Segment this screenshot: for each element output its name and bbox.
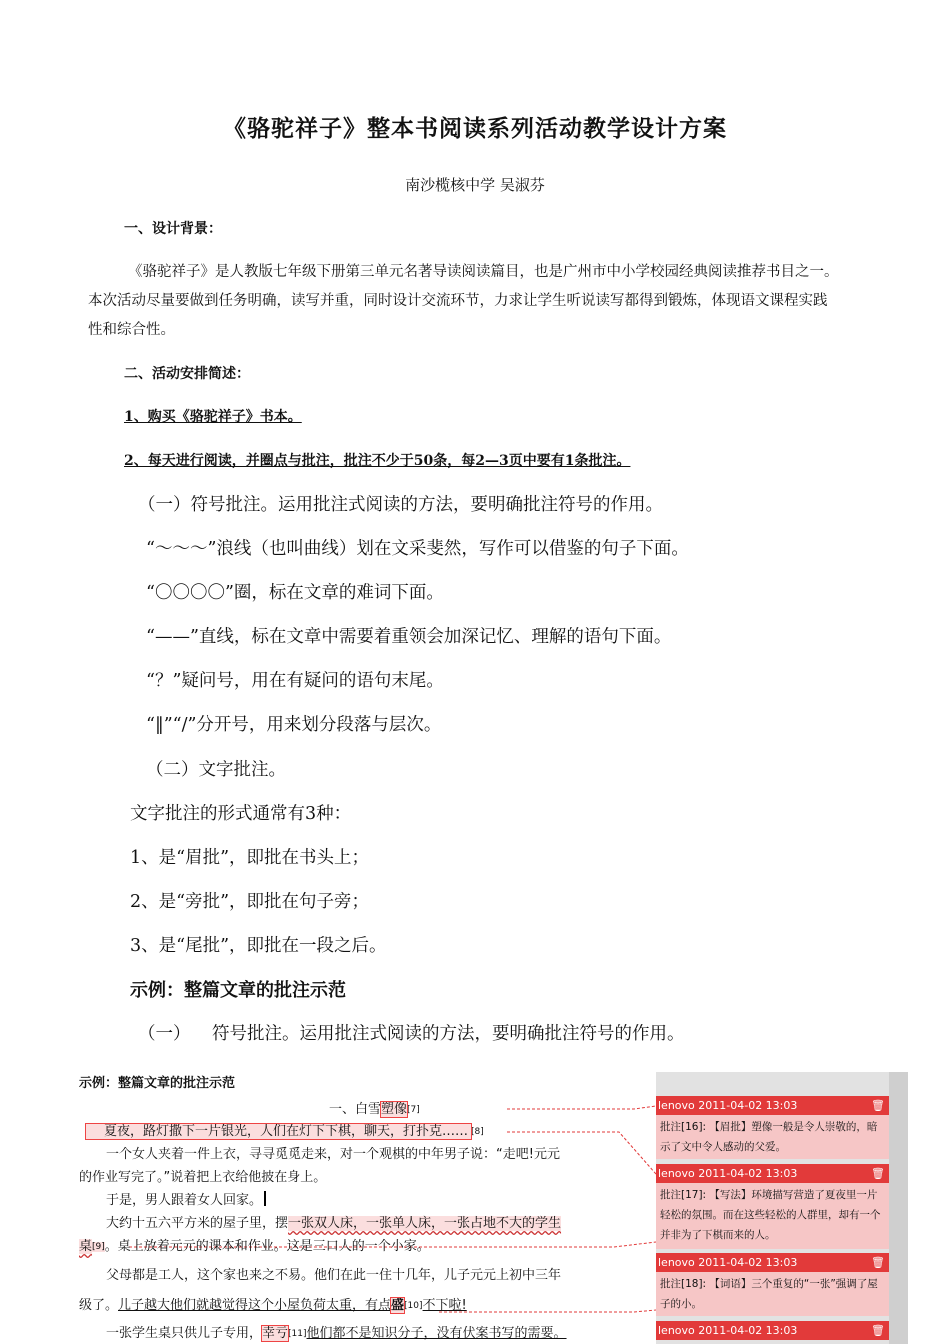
ref-7: [7] xyxy=(407,1105,420,1115)
comment-4-author: lenovo 2011-04-02 13:03 xyxy=(658,1324,798,1337)
background-text: 《骆驼祥子》是人教版七年级下册第三单元名著导读阅读篇目，也是广州市中小学校园经典阅读推荐书目之一。本次活动尽量要做到任务明确，读写并重，同时设计交流环节，力求让学生听说读写都得到锻炼，体现语文课程实践性和综合性。 xyxy=(88,264,839,338)
ref-10: [10] xyxy=(404,1301,423,1311)
comment-1-body[interactable]: 批注[16]: 【眉批】塑像一般是令人崇敬的，暗示了文中令人感动的父爱。 xyxy=(656,1115,889,1159)
story-title xyxy=(329,1098,420,1117)
section-heading-activities: 二、活动安排简述： xyxy=(124,366,250,382)
comment-1-author: lenovo 2011-04-02 13:03 xyxy=(658,1099,798,1112)
symbol-line-wavy: “～～～”浪线（也叫曲线）划在文采斐然，写作可以借鉴的句子下面。 xyxy=(146,539,689,559)
example-repeat-text: 符号批注。运用批注式阅读的方法，要明确批注符号的作用。 xyxy=(212,1024,685,1044)
story-line-1 xyxy=(86,1120,484,1139)
story-line-5b: 一张双人床，一张单人床，一张占地不大的学生 xyxy=(288,1216,562,1231)
symbol-line-question: “？”疑问号，用在有疑问的语句末尾。 xyxy=(146,671,444,691)
background-paragraph xyxy=(88,258,840,345)
text-annotation-item-2: 2、是“旁批”，即批在句子旁； xyxy=(130,892,370,912)
comment-3-header[interactable] xyxy=(656,1253,889,1272)
story-line-5a: 大约十五六平方米的屋子里，摆 xyxy=(106,1216,289,1231)
author-line: 南沙榄核中学 吴淑芬 xyxy=(405,176,545,194)
story-line-4-text: 于是，男人跟着女人回家。 xyxy=(106,1193,263,1208)
story-line-8b: 儿子越大他们就越觉得这个小屋负荷太重，有点 xyxy=(118,1298,392,1313)
trash-icon[interactable]: 🗑 xyxy=(871,1324,885,1337)
activity-item-2: 2、每天进行阅读，并圈点与批注，批注不少于50条，每2—3页中要有1条批注。 xyxy=(124,453,631,469)
example-heading: 示例：整篇文章的批注示范 xyxy=(130,980,346,1001)
ref-11: [11] xyxy=(288,1329,307,1339)
story-line-8d: 不下啦! xyxy=(422,1298,467,1313)
comment-3-author: lenovo 2011-04-02 13:03 xyxy=(658,1256,798,1269)
comment-2-author: lenovo 2011-04-02 13:03 xyxy=(658,1167,798,1180)
comment-1-header[interactable] xyxy=(656,1096,889,1115)
trash-icon[interactable]: 🗑 xyxy=(871,1256,885,1269)
symbol-line-circle: “〇〇〇〇”圈，标在文章的难词下面。 xyxy=(146,583,444,603)
story-line-9c: 他们都不是知识分子，没有伏案书写的需要。 xyxy=(306,1326,567,1341)
text-cursor xyxy=(264,1191,266,1206)
ref-8: [8] xyxy=(471,1127,484,1137)
story-line-6a: 桌 xyxy=(79,1239,93,1254)
comment-2-header[interactable] xyxy=(656,1164,889,1183)
story-title-b: 塑像 xyxy=(381,1102,408,1117)
trash-icon[interactable]: 🗑 xyxy=(871,1099,885,1112)
comment-2-body[interactable]: 批注[17]: 【写法】环境描写营造了夏夜里一片轻松的氛围。而在这些轻松的人群里，却有一个并非为了下棋而来的人。 xyxy=(656,1183,889,1249)
symbol-annotation-heading: （一）符号批注。运用批注式阅读的方法，要明确批注符号的作用。 xyxy=(138,495,663,515)
annotation-example-image xyxy=(74,1062,950,1344)
story-line-9 xyxy=(106,1322,567,1341)
story-line-2: 一个女人夹着一件上衣，寻寻觅觅走来，对一个观棋的中年男子说：“走吧!元元 xyxy=(106,1147,560,1162)
comment-4-header[interactable] xyxy=(656,1321,889,1340)
comment-3-body[interactable]: 批注[18]: 【词语】三个重复的“一张”强调了屋子的小。 xyxy=(656,1272,889,1316)
story-line-5 xyxy=(106,1212,561,1231)
story-title-a: 一、白雪 xyxy=(329,1102,382,1117)
section-heading-background: 一、设计背景： xyxy=(124,221,222,237)
story-line-8 xyxy=(79,1294,467,1313)
activity-item-1: 1、购买《骆驼祥子》书本。 xyxy=(124,409,302,425)
ref-9: [9] xyxy=(92,1242,105,1252)
text-annotation-item-1: 1、是“眉批”，即批在书头上； xyxy=(130,848,370,868)
story-line-6 xyxy=(79,1235,430,1254)
document-title: 《骆驼祥子》整本书阅读系列活动教学设计方案 xyxy=(223,115,727,142)
story-line-4 xyxy=(106,1189,266,1208)
symbol-line-straight: “——”直线，标在文章中需要着重领会加深记忆、理解的语句下面。 xyxy=(146,627,672,647)
story-line-9a: 一张学生桌只供儿子专用， xyxy=(106,1326,263,1341)
example-repeat-prefix: （一） xyxy=(138,1024,191,1044)
story-line-3: 的作业写完了。”说着把上衣给他披在身上。 xyxy=(79,1170,327,1185)
screenshot-heading: 示例：整篇文章的批注示范 xyxy=(79,1076,236,1091)
story-line-8a: 级了。 xyxy=(79,1298,119,1313)
story-line-6b: 。桌上放着元元的课本和作业。这是三口人的一个小家。 xyxy=(104,1239,430,1254)
symbol-line-divider: “‖”“/”分开号，用来划分段落与层次。 xyxy=(146,715,442,735)
story-line-7: 父母都是工人，这个家也来之不易。他们在此一住十几年，儿子元元上初中三年 xyxy=(106,1268,562,1283)
story-line-8c: 盛 xyxy=(391,1298,405,1313)
text-annotation-intro: 文字批注的形式通常有3种： xyxy=(130,804,352,824)
text-annotation-heading: （二）文字批注。 xyxy=(146,760,286,780)
text-annotation-item-3: 3、是“尾批”，即批在一段之后。 xyxy=(130,936,387,956)
story-line-1-text: 夏夜，路灯撒下一片银光，人们在灯下下棋，聊天，打扑克…… xyxy=(86,1124,471,1139)
story-line-9b: 幸亏 xyxy=(262,1326,289,1341)
trash-icon[interactable]: 🗑 xyxy=(871,1167,885,1180)
